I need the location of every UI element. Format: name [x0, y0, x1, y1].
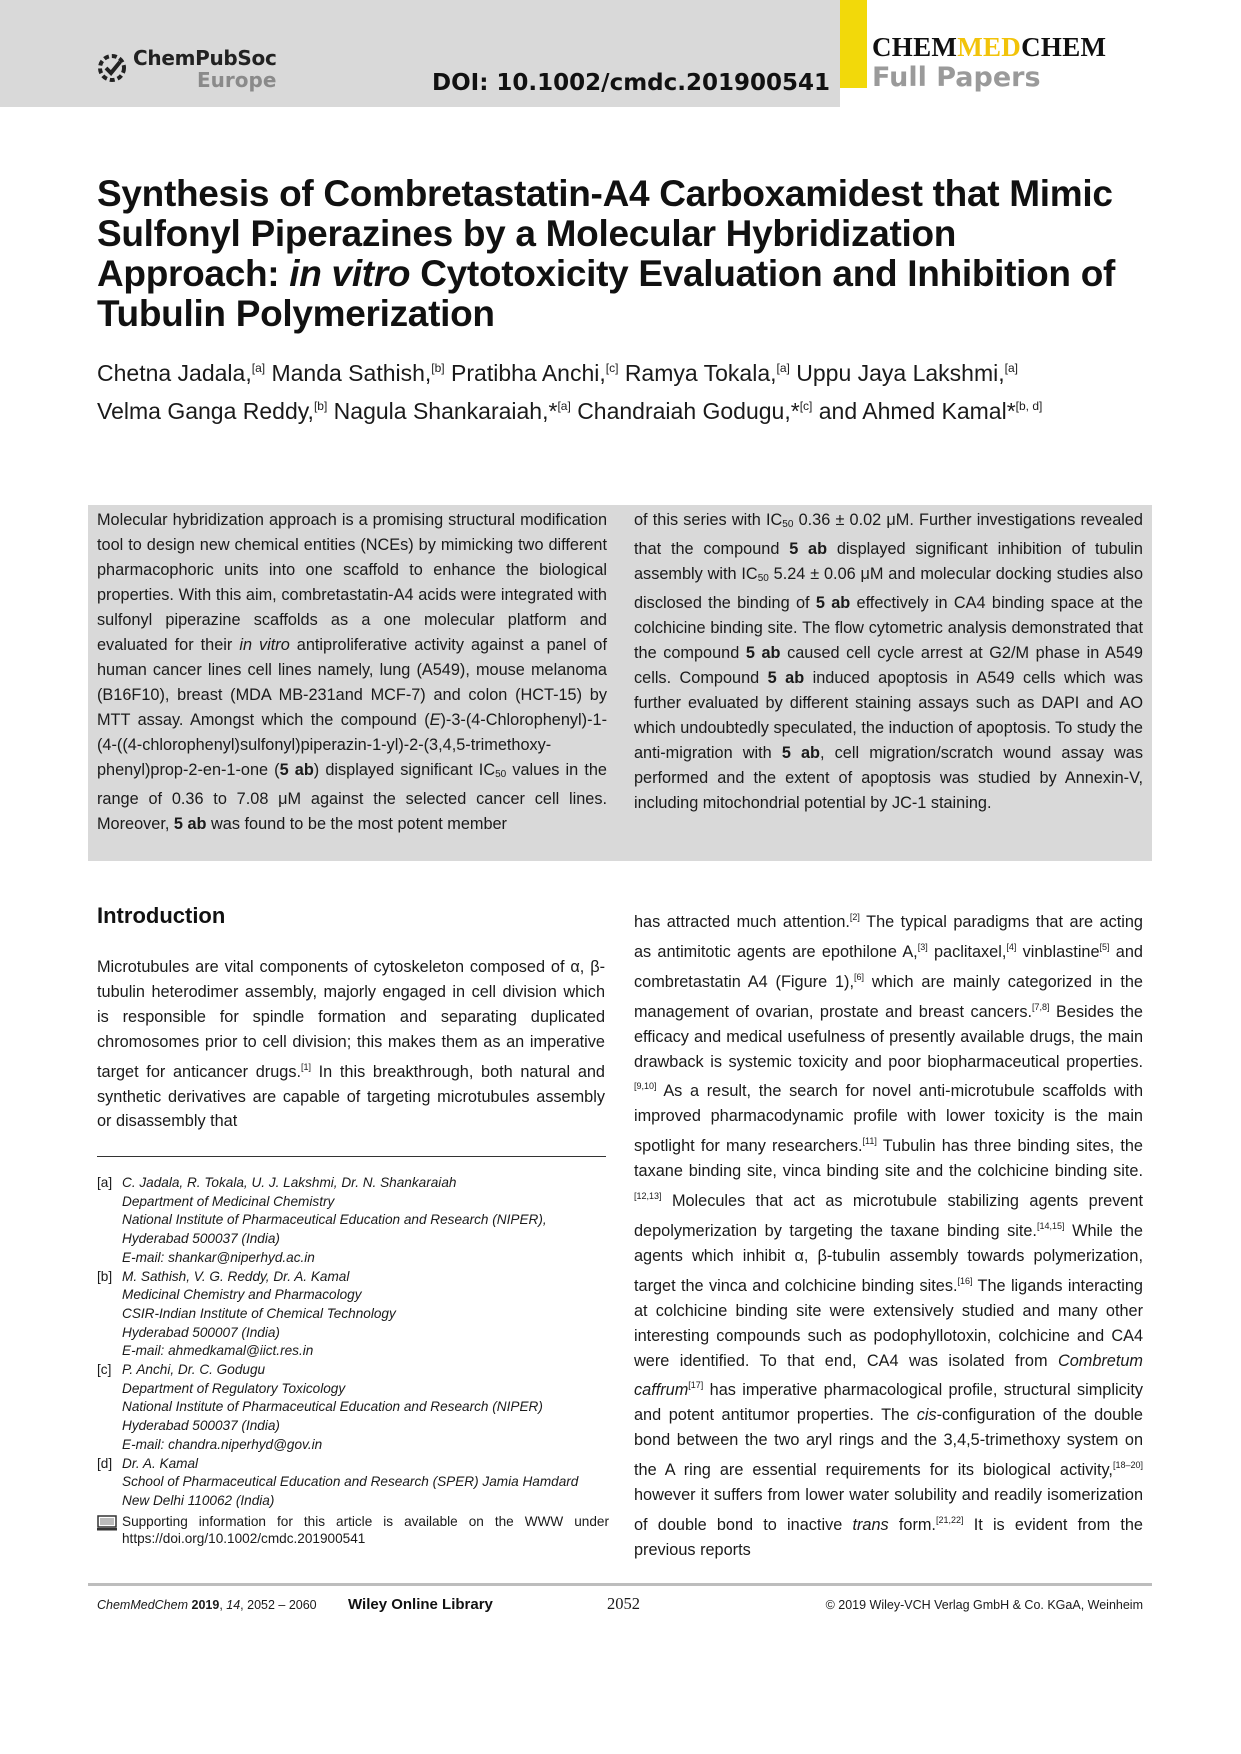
citation-link[interactable]: [2] — [849, 912, 860, 922]
journal-accent-bar — [840, 0, 867, 88]
citation-link[interactable]: [4] — [1006, 941, 1017, 952]
citation-link[interactable]: [7,8] — [1032, 1001, 1050, 1012]
wiley-online-library-link[interactable]: Wiley Online Library — [348, 1596, 493, 1613]
citation-info: ChemMedChem 2019, 14, 2052 – 2060 — [97, 1598, 317, 1612]
title-line-3a: Approach: — [97, 253, 290, 294]
citation-link[interactable]: [14,15] — [1036, 1220, 1065, 1231]
supporting-info-text: Supporting information for this article is available on the WWW under https://doi.org/10.1002/cmdc.201900541 — [122, 1513, 609, 1546]
journal-name — [872, 32, 1106, 63]
article-title — [97, 174, 1147, 334]
author[interactable]: Chandraiah Godugu,*[c] — [577, 398, 813, 424]
footnote-divider — [97, 1156, 606, 1157]
citation-link[interactable]: [12,13] — [634, 1191, 662, 1202]
affiliation-a: [a] C. Jadala, R. Tokala, U. J. Lakshmi, Dr. N. Shankaraiah Department of Medicinal Chemistry National Institute of Pharmaceutical Education and Research (NIPER), Hyderabad 500037 (India) E-mail: shankar@niperhyd.ac.in — [97, 1174, 609, 1268]
author[interactable]: and Ahmed Kamal*[b, d] — [818, 398, 1043, 424]
article-type: Full Papers — [872, 62, 1041, 93]
author[interactable]: Velma Ganga Reddy,[b] — [97, 398, 328, 424]
author-list — [97, 352, 1157, 428]
supporting-information[interactable] — [97, 1513, 609, 1547]
chempubsoc-logo[interactable] — [97, 46, 297, 96]
author[interactable]: Uppu Jaya Lakshmi,[a] — [796, 360, 1018, 386]
abstract-box — [88, 505, 1152, 861]
citation-link[interactable]: [17] — [688, 1380, 704, 1391]
logo-name: ChemPubSoc — [133, 46, 277, 70]
email-link[interactable]: E-mail: chandra.niperhyd@gov.in — [122, 1436, 323, 1452]
citation-link[interactable]: [11] — [862, 1136, 877, 1147]
journal-name-part3: CHEM — [1021, 32, 1107, 62]
title-line-3-italic: in vitro — [289, 253, 411, 294]
page-number: 2052 — [607, 1594, 640, 1613]
computer-icon — [97, 1515, 117, 1531]
citation-link[interactable]: [16] — [957, 1275, 973, 1286]
affiliation-d: [d] Dr. A. Kamal School of Pharmaceutical Education and Research (SPER) Jamia Hamdard New Delhi 110062 (India) — [97, 1455, 579, 1508]
citation-link[interactable]: [5] — [1099, 941, 1110, 952]
email-link[interactable]: E-mail: shankar@niperhyd.ac.in — [122, 1249, 315, 1265]
doi-link[interactable]: DOI: 10.1002/cmdc.201900541 — [432, 70, 831, 96]
copyright: © 2019 Wiley-VCH Verlag GmbH & Co. KGaA, Weinheim — [825, 1598, 1143, 1612]
introduction-heading: Introduction — [97, 903, 226, 928]
abstract-left-column: Molecular hybridization approach is a promising structural modification tool to design new chemical entities (NCEs) by mimicking two different pharmacophoric units into one scaffold to enhance the biological properties. With this aim, combretastatin-A4 acids were integrated with sulfonyl piperazine scaffolds as a one molecular platform and evaluated for their in vitro antiproliferative activity against a panel of human cancer lines cell lines namely, lung (A549), mouse melanoma (B16F10), breast (MDA MB-231and MCF-7) and colon (HCT-15) by MTT assay. Amongst which the compound (E)-3-(4-Chlorophenyl)-1-(4-((4-chlorophenyl)sulfonyl)piperazin-1-yl)-2-(3,4,5-trimethoxyphenyl)prop-2-en-1-one (5 ab) displayed significant $IC_{50}$ values in the range of 0.36 to 7.08 μM against the selected cancer cell lines. Moreover, 5 ab was found to be the most potent member — [97, 511, 607, 833]
citation-link[interactable]: [21,22] — [935, 1514, 964, 1525]
citation-link[interactable]: [18–20] — [1112, 1460, 1143, 1471]
author[interactable]: Nagula Shankaraiah,*[a] — [333, 398, 571, 424]
author[interactable]: Chetna Jadala,[a] — [97, 360, 266, 386]
email-link[interactable]: E-mail: ahmedkamal@iict.res.in — [122, 1343, 314, 1359]
footer-divider — [88, 1583, 1152, 1586]
chempubsoc-logo-icon — [97, 48, 129, 88]
title-line-2: Sulfonyl Piperazines by a Molecular Hybridization — [97, 213, 957, 254]
citation-link[interactable]: [6] — [854, 971, 865, 982]
title-line-3b: Cytotoxicity Evaluation and Inhibition of — [410, 253, 1116, 294]
author[interactable]: Manda Sathish,[b] — [271, 360, 445, 386]
affiliations — [97, 1174, 609, 1547]
author[interactable]: Ramya Tokala,[a] — [624, 360, 790, 386]
citation-link[interactable]: [3] — [917, 941, 928, 952]
author[interactable]: Pratibha Anchi,[c] — [451, 360, 619, 386]
title-line-1: Synthesis of Combretastatin-A4 Carboxamidest that Mimic — [97, 173, 1113, 214]
affiliation-b: [b] M. Sathish, V. G. Reddy, Dr. A. Kamal Medicinal Chemistry and Pharmacology CSIR-Indian Institute of Chemical Technology Hyderabad 500007 (India) E-mail: ahmedkamal@iict.res.in — [97, 1268, 609, 1362]
logo-sub: Europe — [197, 68, 277, 92]
journal-name-part2: MED — [957, 32, 1022, 62]
introduction-left-column: Microtubules are vital components of cytoskeleton composed of α, β-tubulin heterodimer assembly, majorly engaged in cell division which is responsible for spindle formation and separating duplicated chromosomes prior to cell division; this makes them as an imperative target for anticancer drugs.[1] In this breakthrough, both natural and synthetic derivatives are capable of targeting microtubules assembly or disassembly that — [97, 958, 605, 1131]
title-line-4: Tubulin Polymerization — [97, 293, 495, 334]
abstract-right-column: of this series with $IC_{50}$ 0.36 ± 0.02 μM. Further investigations revealed that the compound 5 ab displayed significant inhibition of tubulin assembly with $IC_{50}$ 5.24 ± 0.06 μM and molecular docking studies also disclosed the binding of 5 ab effectively in CA4 binding space at the colchicine binding site. The flow cytometric analysis demonstrated that the compound 5 ab caused cell cycle arrest at G2/M phase in A549 cells. Compound 5 ab induced apoptosis in A549 cells which was further evaluated by different staining assays such as DAPI and AO which undoubtedly speculated, the induction of apoptosis. To study the anti-migration with 5 ab, cell migration/scratch wound assay was performed and the extent of apoptosis was studied by Annexin-V, including mitochondrial potential by JC-1 staining. — [634, 511, 1143, 812]
affiliation-c: [c] P. Anchi, Dr. C. Godugu Department of Regulatory Toxicology National Institute of Pharmaceutical Education and Research (NIPER) Hyderabad 500037 (India) E-mail: chandra.niperhyd@gov.in — [97, 1361, 609, 1455]
citation-link[interactable]: [1] — [300, 1061, 311, 1072]
citation-link[interactable]: [9,10] — [634, 1081, 657, 1092]
introduction-right-column: has attracted much attention.[2] The typical paradigms that are acting as antimitotic agents are epothilone A,[3] paclitaxel,[4] vinblastine[5] and combretastatin A4 (Figure 1),[6] which are mainly categorized in the management of ovarian, prostate and breast cancers.[7,8] Besides the efficacy and medical usefulness of presently available drugs, the main drawback is systemic toxicity and poor biopharmaceutical properties.[9,10] As a result, the search for novel anti-microtubule scaffolds with improved pharmacodynamic profile with lower toxicity is the main spotlight for many researchers.[11] Tubulin has three binding sites, the taxane binding site, vinca binding site and the colchicine binding site.[12,13] Molecules that act as microtubule stabilizing agents prevent depolymerization by targeting the taxane binding site.[14,15] While the agents which inhibit α, β-tubulin assembly towards polymerization, target the vinca and colchicine binding sites.[16] The ligands interacting at colchicine binding site were extensively studied and many other interesting compounds such as podophyllotoxin, colchicine and CA4 were identified. To that end, CA4 was isolated from Combretum caffrum[17] has imperative pharmacological profile, structural simplicity and potent antitumor properties. The cis-configuration of the double bond between the two aryl rings and the 3,4,5-trimethoxy system on the A ring are essential requirements for its biological activity,[18–20] however it suffers from lower water solubility and readily isomerization of double bond to inactive trans form.[21,22] It is evident from the previous reports — [634, 912, 1143, 1559]
journal-name-part1: CHEM — [872, 32, 958, 62]
